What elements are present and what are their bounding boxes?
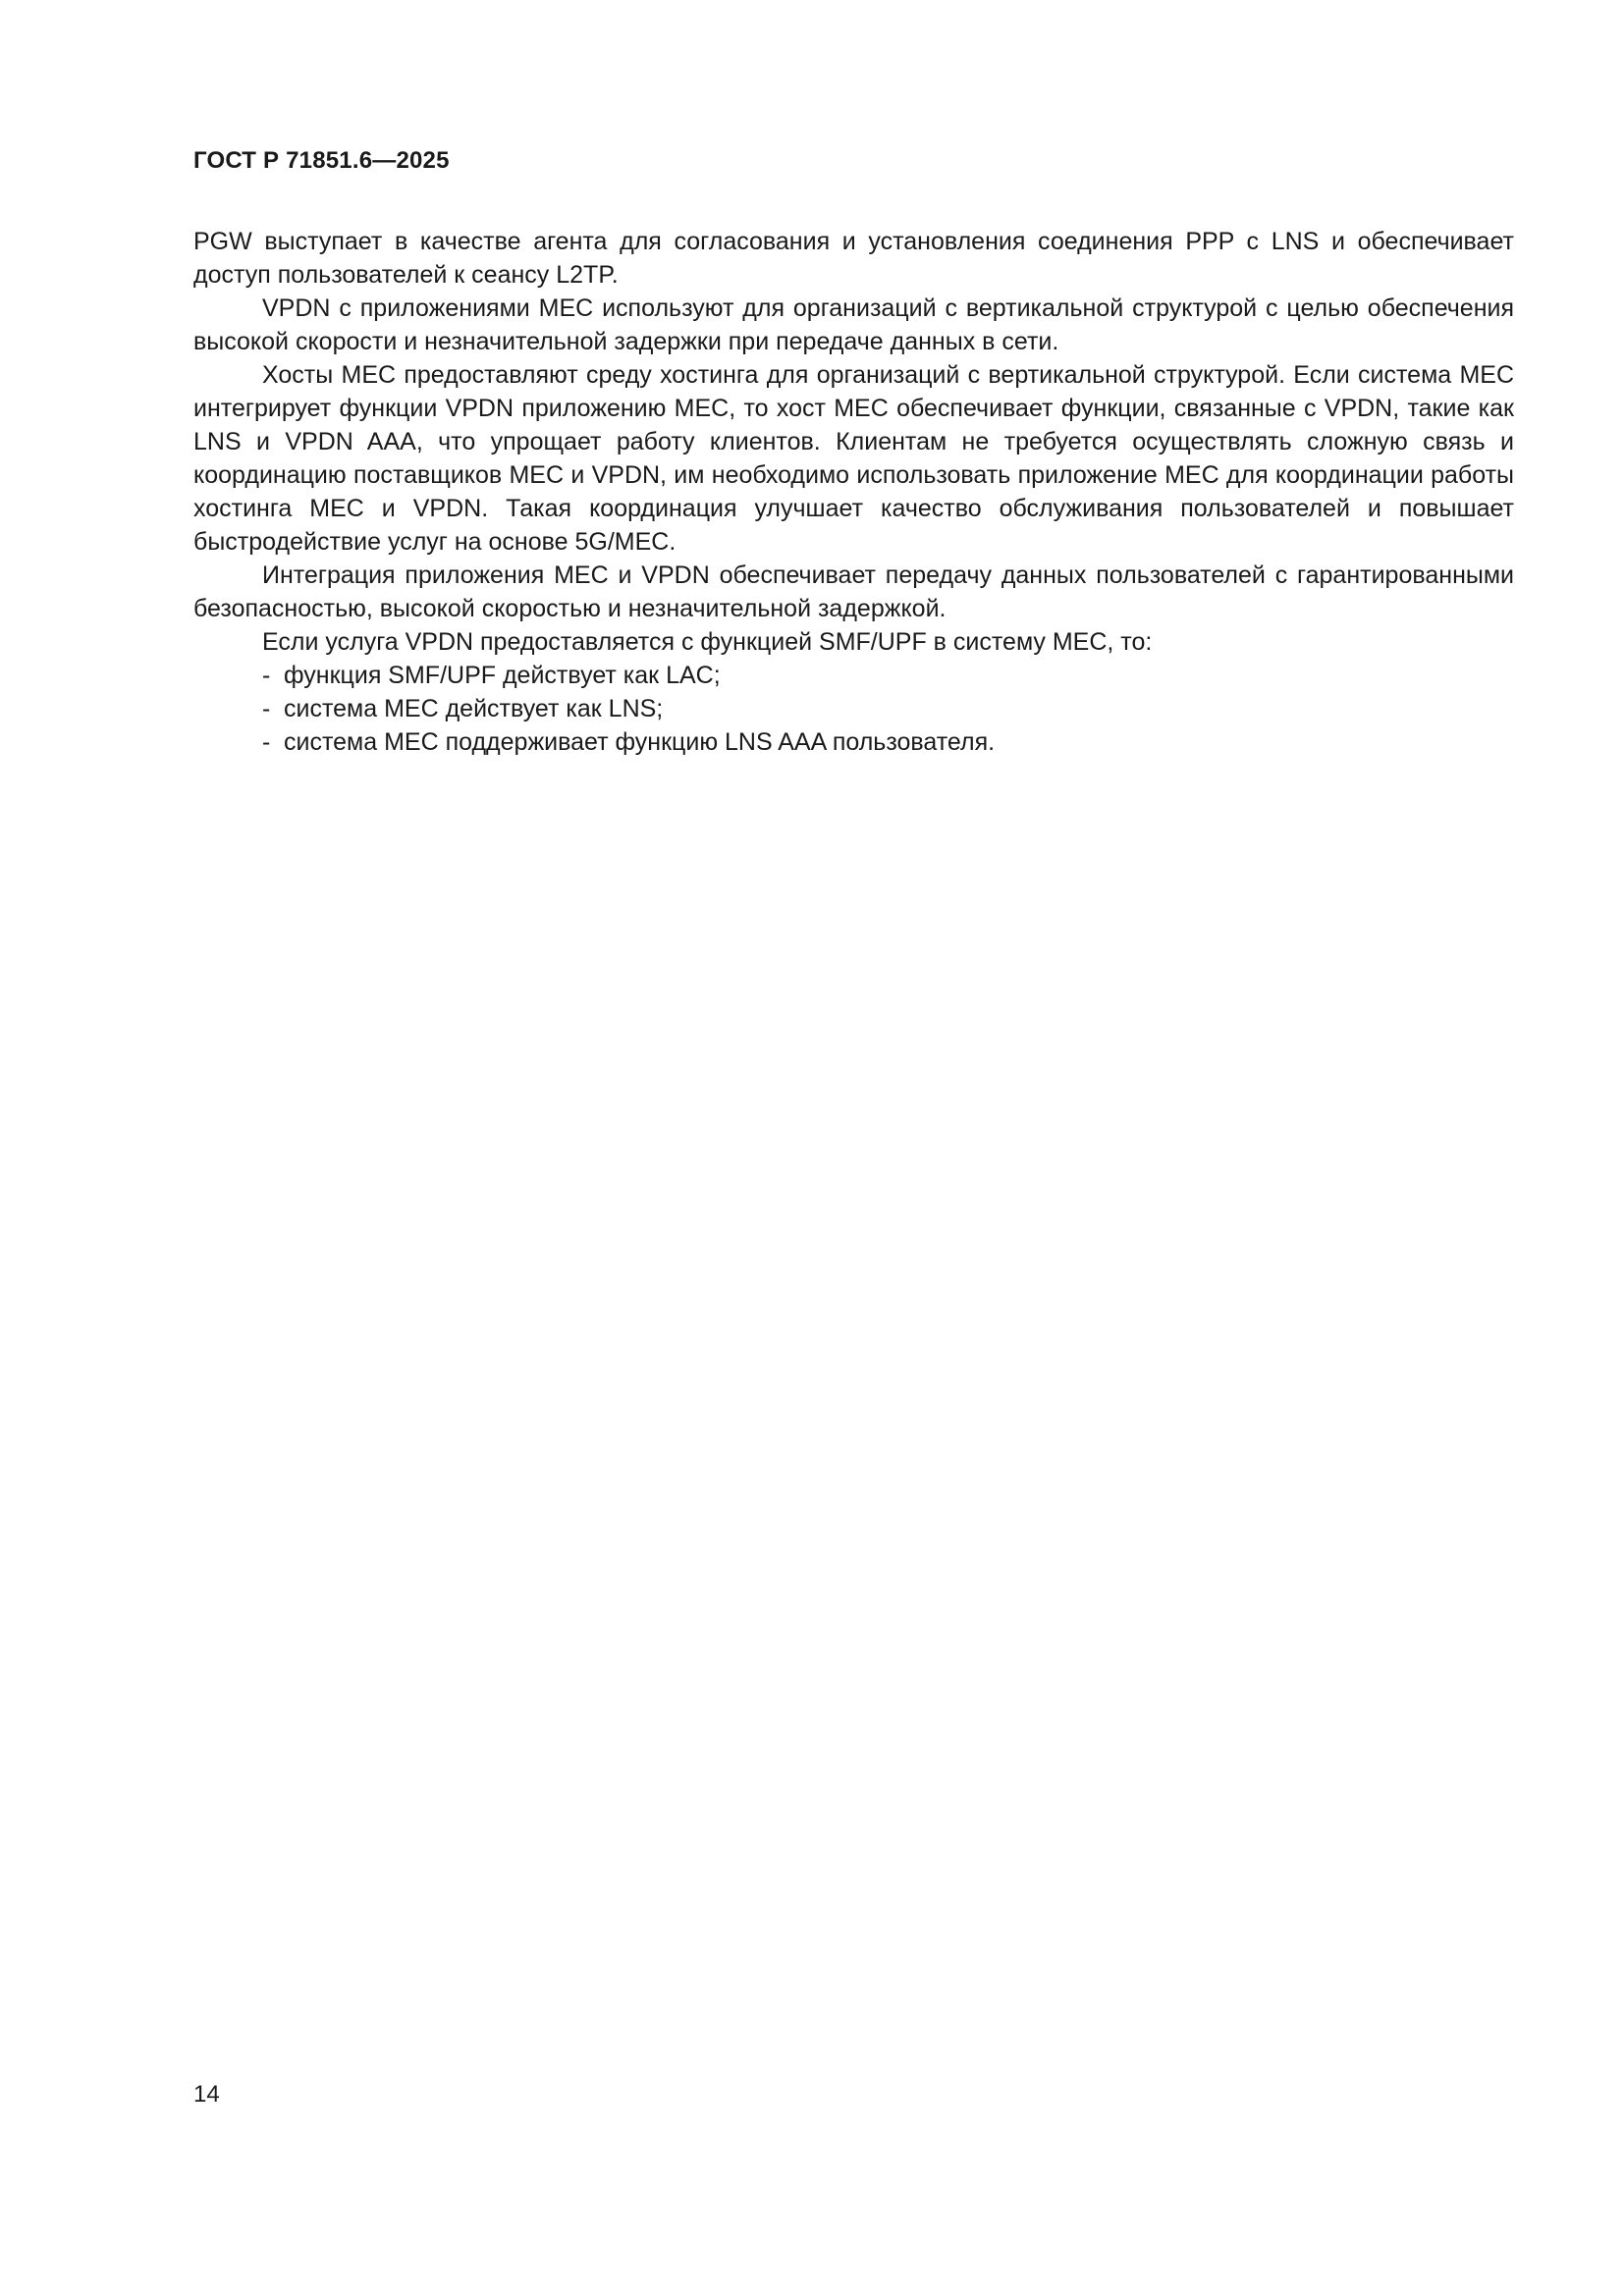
list-item-text: функция SMF/UPF действует как LAC; (284, 662, 721, 689)
list-item-text: система МЕС действует как LNS; (284, 695, 664, 722)
list-item-text: система МЕС поддерживает функцию LNS AAA пользователя. (284, 728, 996, 756)
paragraph-list-intro: Если услуга VPDN предоставляется с функцией SMF/UPF в систему МЕС, то: (262, 628, 1153, 656)
list-marker: - (262, 662, 271, 689)
list-item (262, 692, 1514, 725)
paragraph-vpdn-mec: VPDN с приложениями МЕС используют для организаций с вертикальной структурой с целью обеспечения высокой скорости и незначительной задержки при передаче данных в сети. (193, 294, 1514, 355)
requirements-list (193, 659, 1514, 759)
paragraph-mec-vpdn-integration: Интеграция приложения МЕС и VPDN обеспечивает передачу данных пользователей с гарантированными безопасностью, высокой скоростью и незначительной задержкой. (193, 561, 1514, 622)
standard-id-header: ГОСТ Р 71851.6—2025 (193, 147, 450, 174)
document-body (193, 225, 1514, 759)
list-item (262, 659, 1514, 692)
list-item (262, 725, 1514, 759)
paragraph-mec-hosts: Хосты МЕС предоставляют среду хостинга для организаций с вертикальной структурой. Если система МЕС интегрирует функции VPDN приложению МЕС, то хост МЕС обеспечивает функции, связанные с VPDN, такие как LNS и VPDN AAA, что упрощает работу клиентов. Клиентам не требуется осуществлять сложную связь и координацию поставщиков МЕС и VPDN, им необходимо использовать приложение МЕС для координации работы хостинга МЕС и VPDN. Такая координация улучшает качество обслуживания пользователей и повышает быстродействие услуг на основе 5G/MEC. (193, 361, 1514, 556)
list-marker: - (262, 728, 271, 756)
page-number: 14 (193, 2081, 220, 2108)
list-marker: - (262, 695, 271, 722)
paragraph-pgw-agent: PGW выступает в качестве агента для согласования и установления соединения PPP с LNS и обеспечивает доступ пользователей к сеансу L2TP. (193, 228, 1514, 289)
